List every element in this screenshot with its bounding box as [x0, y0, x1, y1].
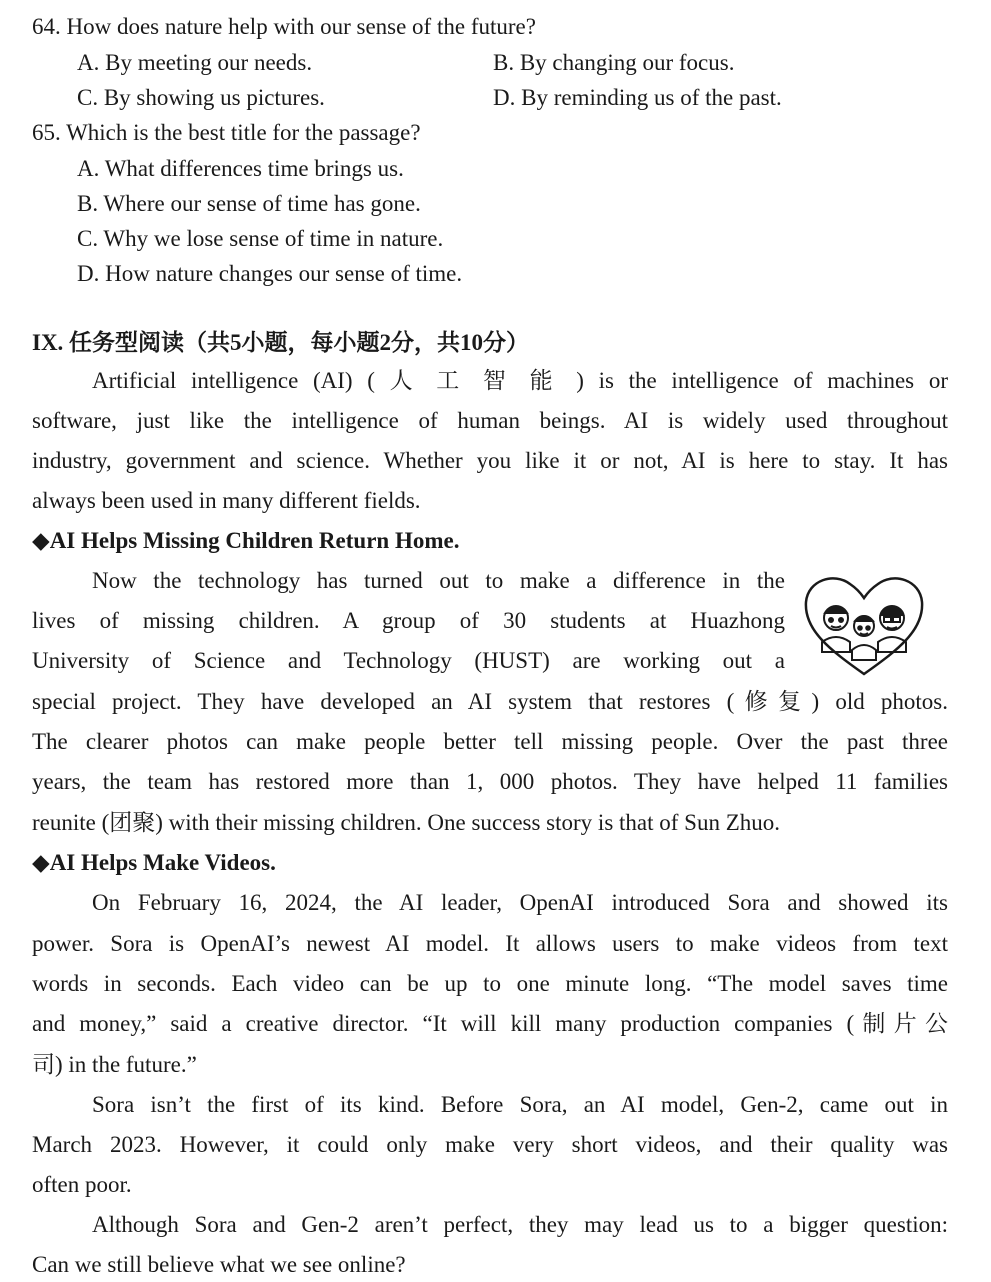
paragraph-line: Although Sora and Gen-2 aren’t perfect, they may lead us to a bigger question: — [92, 1212, 948, 1237]
heading-missing-children: ◆AI Helps Missing Children Return Home. — [32, 528, 460, 553]
question-64-option-d: D. By reminding us of the past. — [493, 85, 782, 110]
paragraph-line: years, the team has restored more than 1, 000 photos. They have helped 11 families — [32, 769, 948, 794]
family-heart-illustration — [800, 570, 928, 678]
paragraph-line: Now the technology has turned out to make a difference in the — [92, 568, 785, 593]
question-64-option-a: A. By meeting our needs. — [77, 50, 313, 75]
paragraph-line: University of Science and Technology (HUST) are working out a — [32, 648, 785, 673]
paragraph-line: reunite (团聚) with their missing children. One success story is that of Sun Zhuo. — [32, 810, 781, 835]
paragraph-line: March 2023. However, it could only make very short videos, and their quality was — [32, 1132, 948, 1157]
intro-line: Artificial intelligence (AI) ( 人 工 智 能 ) is the intelligence of machines or — [92, 368, 948, 393]
question-65-option-c: C. Why we lose sense of time in nature. — [77, 226, 444, 251]
paragraph-line: power. Sora is OpenAI’s newest AI model. It allows users to make videos from text — [32, 931, 948, 956]
paragraph-line: lives of missing children. A group of 30 students at Huazhong — [32, 608, 785, 633]
question-64-option-c: C. By showing us pictures. — [77, 85, 325, 110]
paragraph-line: and money,” said a creative director. “It will kill many production companies (制片公 — [32, 1011, 948, 1036]
paragraph-line: On February 16, 2024, the AI leader, OpenAI introduced Sora and showed its — [92, 890, 948, 915]
heading-make-videos: ◆AI Helps Make Videos. — [32, 850, 276, 875]
intro-line: industry, government and science. Whether you like it or not, AI is here to stay. It has — [32, 448, 948, 473]
intro-line: always been used in many different fields. — [32, 488, 421, 513]
paragraph-line: The clearer photos can make people better tell missing people. Over the past three — [32, 729, 948, 754]
paragraph-line: often poor. — [32, 1172, 132, 1197]
question-65-stem: 65. Which is the best title for the passage? — [32, 120, 421, 145]
paragraph-line: words in seconds. Each video can be up to one minute long. “The model saves time — [32, 971, 948, 996]
question-64-option-b: B. By changing our focus. — [493, 50, 735, 75]
section-title: IX. 任务型阅读（共5小题，每小题2分，共10分） — [32, 330, 530, 355]
intro-line: software, just like the intelligence of human beings. AI is widely used throughout — [32, 408, 948, 433]
paragraph-line: Can we still believe what we see online? — [32, 1252, 406, 1277]
paragraph-line: special project. They have developed an AI system that restores (修复) old photos. — [32, 689, 948, 714]
paragraph-line: 司) in the future.” — [32, 1052, 197, 1077]
question-65-option-b: B. Where our sense of time has gone. — [77, 191, 421, 216]
question-64-stem: 64. How does nature help with our sense of the future? — [32, 14, 536, 39]
question-65-option-a: A. What differences time brings us. — [77, 156, 404, 181]
question-65-option-d: D. How nature changes our sense of time. — [77, 261, 463, 286]
paragraph-line: Sora isn’t the first of its kind. Before Sora, an AI model, Gen-2, came out in — [92, 1092, 948, 1117]
